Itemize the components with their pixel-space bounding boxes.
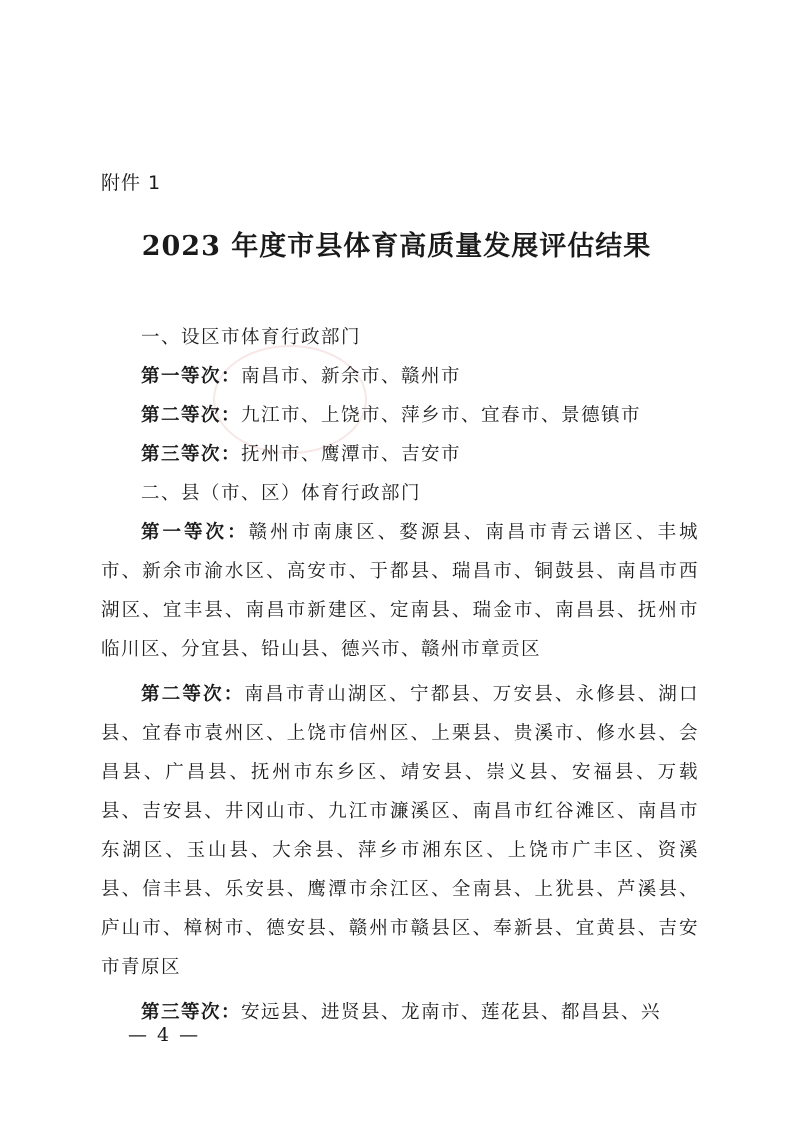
section2-grade1: [101, 513, 699, 669]
grade-list: 抚州市、鹰潭市、吉安市: [241, 444, 462, 465]
grade-list: 南昌市青山湖区、宁都县、万安县、永修县、湖口县、宜春市袁州区、上饶市信州区、上栗县、贵溪市、修水县、会昌县、广昌县、抚州市东乡区、靖安县、崇义县、安福县、万载县、吉安县、井冈山市、九江市濂溪区、南昌市红谷滩区、南昌市东湖区、玉山县、大余县、萍乡市湘东区、上饶市广丰区、资溪县、信丰县、乐安县、鹰潭市余江区、全南县、上犹县、芦溪县、庐山市、樟树市、德安县、赣州市赣县区、奉新县、宜黄县、吉安市青原区: [101, 684, 699, 978]
section1-heading: 一、设区市体育行政部门: [141, 327, 362, 348]
section1-grade1: [101, 357, 699, 396]
section2-grade2: [101, 675, 699, 987]
grade-label: 第一等次：: [141, 522, 249, 543]
attachment-label: 附件 1: [101, 172, 162, 194]
document-body: [101, 318, 699, 1032]
page-number: — 4 —: [128, 1024, 201, 1046]
grade-list: 九江市、上饶市、萍乡市、宜春市、景德镇市: [241, 405, 642, 426]
section1-grade2: [101, 396, 699, 435]
grade-label: 第二等次：: [141, 684, 245, 705]
grade-list: 赣州市南康区、婺源县、南昌市青云谱区、丰城市、新余市渝水区、高安市、于都县、瑞昌市、铜鼓县、南昌市西湖区、宜丰县、南昌市新建区、定南县、瑞金市、南昌县、抚州市临川区、分宜县、铅山县、德兴市、赣州市章贡区: [101, 522, 699, 660]
document-title: 2023 年度市县体育高质量发展评估结果: [141, 231, 652, 262]
section2-heading: 二、县（市、区）体育行政部门: [141, 483, 422, 504]
grade-label: 第三等次：: [141, 444, 242, 465]
grade-list: 南昌市、新余市、赣州市: [241, 366, 462, 387]
grade-label: 第一等次：: [141, 366, 242, 387]
section1-grade3: [101, 435, 699, 474]
grade-label: 第二等次：: [141, 405, 242, 426]
grade-label: 第三等次：: [141, 1002, 242, 1023]
grade-list: 安远县、进贤县、龙南市、莲花县、都昌县、兴: [241, 1002, 662, 1023]
